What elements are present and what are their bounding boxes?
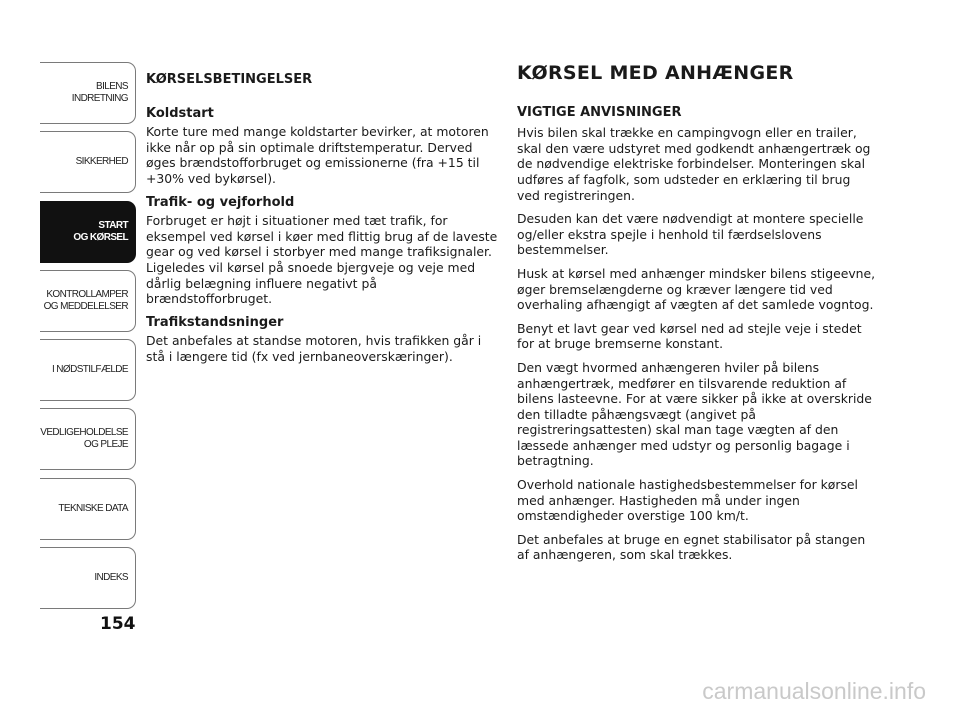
- paragraph: Hvis bilen skal trække en campingvogn eller en trailer, skal den være udstyret med godkendt anhængertræk og de nødvendige elektriske forbindelser. Monteringen skal udføres af fagfolk, som udsteder en erklæring til brug ved registreringen.: [517, 125, 871, 203]
- section-heading: KØRSELSBETINGELSER: [146, 72, 313, 87]
- tab-i-nodstilfaelde[interactable]: [40, 339, 136, 401]
- chapter-tabs: [40, 62, 136, 616]
- page-number: 154: [100, 614, 136, 634]
- tab-start-og-korsel[interactable]: [40, 201, 136, 263]
- subsection-title: Trafikstandsninger: [146, 314, 284, 330]
- tab-sikkerhed[interactable]: [40, 131, 136, 193]
- tab-tekniske-data[interactable]: [40, 478, 136, 540]
- tab-kontrollamper[interactable]: [40, 270, 136, 332]
- subsection-title: VIGTIGE ANVISNINGER: [517, 104, 682, 120]
- paragraph: Korte ture med mange koldstarter bevirker, at motoren ikke når op på sin optimale driftstemperatur. Derved øges brændstofforbruget og emissionerne (fra +15 til +30% ved bykørsel).: [146, 124, 489, 186]
- watermark: carmanualsonline.info: [702, 678, 926, 704]
- paragraph: Det anbefales at bruge en egnet stabilisator på stangen af anhængeren, som skal trækkes.: [517, 531, 866, 563]
- tab-indeks[interactable]: [40, 547, 136, 609]
- tab-vedligeholdelse[interactable]: [40, 408, 136, 470]
- subsection-title: Trafik- og vejforhold: [146, 194, 295, 210]
- paragraph: Benyt et lavt gear ved kørsel ned ad stejle veje i stedet for at bruge bremserne konstant.: [517, 320, 862, 352]
- tab-label: TEKNISKE DATA: [58, 502, 128, 514]
- tab-label: BILENS INDRETNING: [71, 81, 128, 104]
- tab-bilens-indretning[interactable]: [40, 62, 136, 124]
- tab-label: SIKKERHED: [75, 156, 128, 168]
- tab-label: START OG KØRSEL: [73, 219, 128, 243]
- right-column: [517, 62, 877, 571]
- paragraph: Det anbefales at standse motoren, hvis trafikken går i stå i længere tid (fx ved jernbaneoverskæringer).: [146, 333, 482, 364]
- page-title: KØRSEL MED ANHÆNGER: [517, 62, 794, 84]
- paragraph: Den vægt hvormed anhængeren hviler på bilens anhængertræk, medfører en tilsvarende reduktion af bilens lasteevne. For at være sikker på ikke at overskride den tilladte påhængsvægt (angivet på registreringsattesten) skal man tage vægten af den læssede anhænger med udstyr og personlig bagage i betragtning.: [517, 359, 872, 469]
- tab-label: INDEKS: [94, 572, 128, 584]
- tab-label: VEDLIGEHOLDELSE OG PLEJE: [40, 427, 128, 451]
- paragraph: Forbruget er højt i situationer med tæt trafik, for eksempel ved kørsel i køer med flittig brug af de laveste gear og ved kørsel i storbyer med mange trafiksignaler. Ligeledes vil kørsel på snoede bjergveje og veje med dårlig belægning influere negativt på brændstofforbruget.: [146, 213, 498, 307]
- paragraph: Desuden kan det være nødvendigt at montere specielle og/eller ekstra spejle i henhold til færdselslovens bestemmelser.: [517, 211, 864, 258]
- left-column: [146, 72, 498, 373]
- tab-label: KONTROLLAMPER OG MEDDELELSER: [43, 288, 128, 312]
- paragraph: Overhold nationale hastighedsbestemmelser for kørsel med anhænger. Hastigheden må under ingen omstændigheder overstige 100 km/t.: [517, 477, 858, 524]
- paragraph: Husk at kørsel med anhænger mindsker bilens stigeevne, øger bremselængderne og kræver længere tid ved overhaling afhængigt af vægten af det samlede vogntog.: [517, 265, 876, 313]
- subsection-title: Koldstart: [146, 105, 214, 121]
- tab-label: I NØDSTILFÆLDE: [51, 364, 128, 376]
